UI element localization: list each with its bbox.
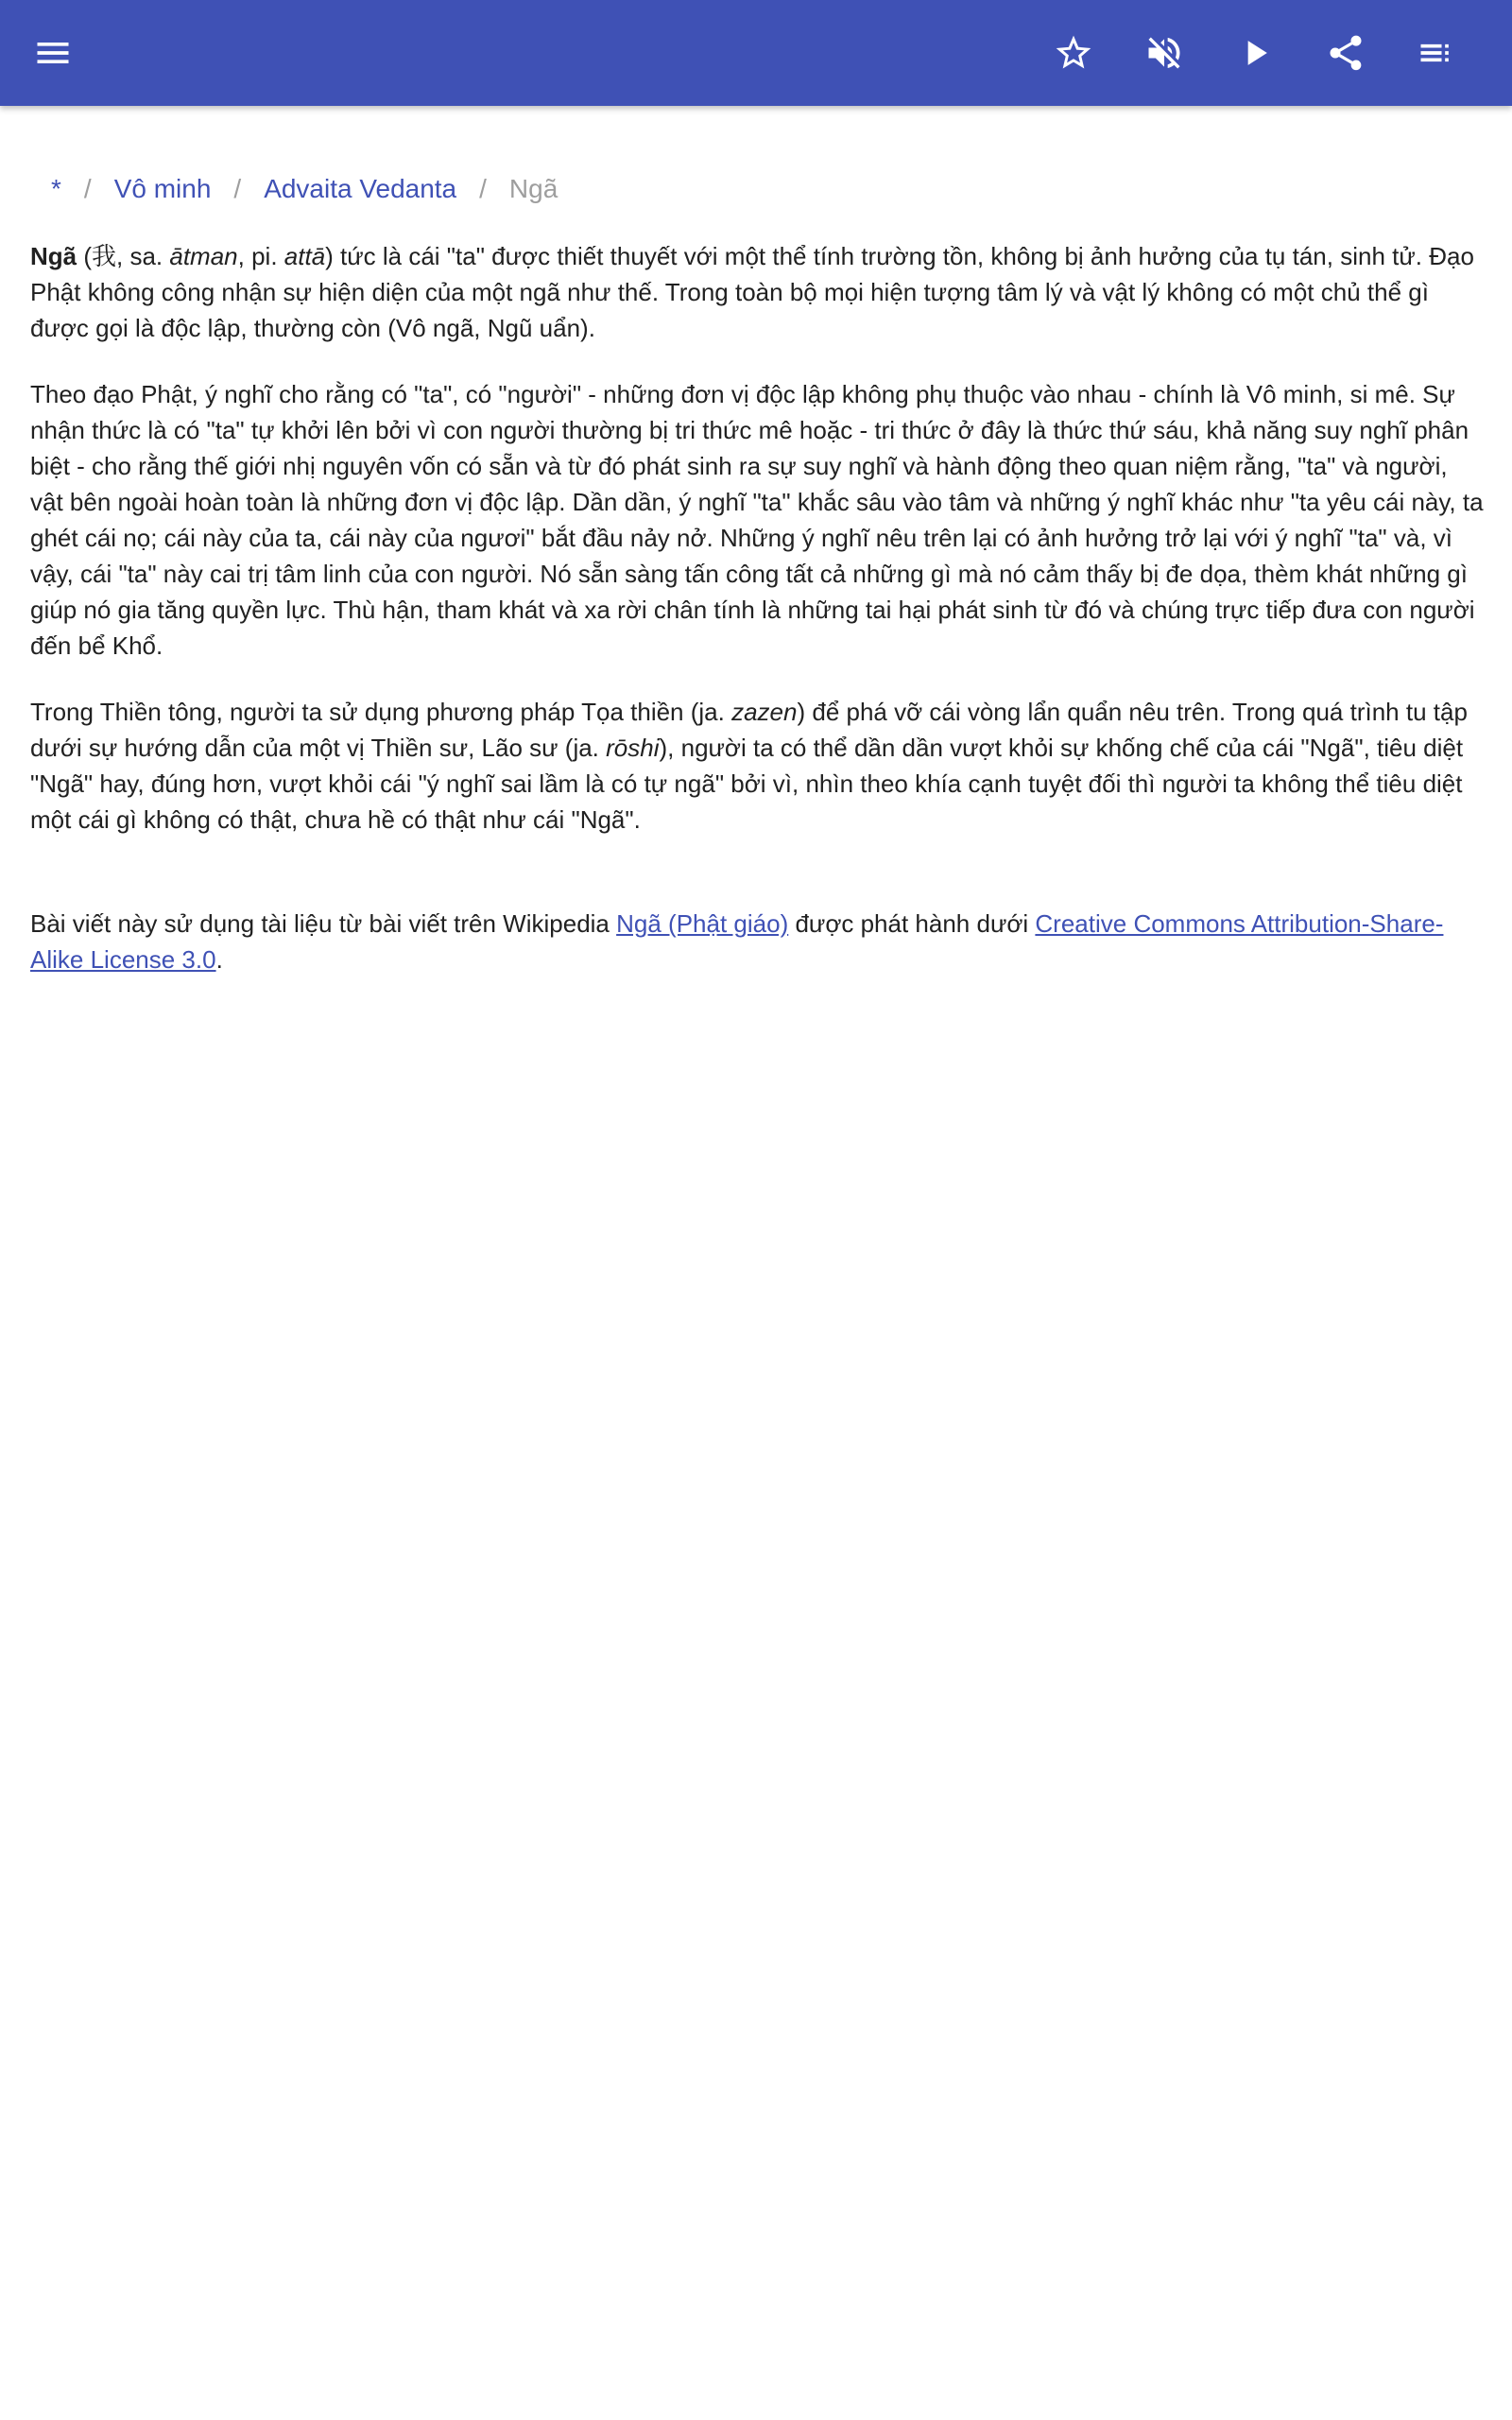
favorite-button[interactable] bbox=[1040, 19, 1108, 87]
text-span: ), người ta có thể dần dần vượt khỏi sự khống chế của cái "Ngã", tiêu diệt "Ngã" hay, đúng hơn, vượt khỏi cái "ý nghĩ sai lầm là có tự ngã" bởi vì, nhìn theo khía cạnh tuyệt đối thì người ta không thể tiêu diệt một cái gì không có thật, chưa hề có thật như cái "Ngã". bbox=[30, 734, 1464, 834]
term-bold: Ngã bbox=[30, 242, 77, 270]
text-span: . bbox=[215, 945, 223, 974]
share-button[interactable] bbox=[1312, 19, 1380, 87]
breadcrumb-separator: / bbox=[233, 174, 242, 203]
app-bar bbox=[0, 0, 1512, 106]
mute-button[interactable] bbox=[1130, 19, 1198, 87]
text-span: (我, sa. bbox=[77, 242, 170, 270]
text-span: Bài viết này sử dụng tài liệu từ bài viết trên Wikipedia bbox=[30, 909, 617, 938]
paragraph-definition bbox=[30, 238, 1484, 346]
table-of-contents-button[interactable] bbox=[1402, 19, 1470, 87]
share-icon bbox=[1325, 32, 1366, 74]
breadcrumb-item-advaita-vedanta[interactable]: Advaita Vedanta bbox=[264, 174, 457, 203]
text-span: , pi. bbox=[237, 242, 284, 270]
license-notice bbox=[30, 906, 1484, 977]
text-span: ) để phá vỡ cái vòng lẩn quẩn nêu trên. Trong quá trình tu tập dưới sự hướng dẫn của một vị Thiền sư, Lão sư (ja. bbox=[30, 698, 1468, 762]
page-content bbox=[30, 106, 1484, 1008]
playlist-icon bbox=[1416, 32, 1457, 74]
breadcrumb-separator: / bbox=[83, 174, 92, 203]
volume-off-icon bbox=[1143, 32, 1185, 74]
text-span: ) tức là cái "ta" được thiết thuyết với một thể tính trường tồn, không bị ảnh hưởng của tụ tán, sinh tử. Đạo Phật không công nhận sự hiện diện của một ngã như thế. Trong toàn bộ mọi hiện tượng tâm lý và vật lý không có một chủ thể gì được gọi là độc lập, thường còn (Vô ngã, Ngũ uẩn). bbox=[30, 242, 1474, 342]
text-span: được phát hành dưới bbox=[788, 909, 1036, 938]
text-span: Trong Thiền tông, người ta sử dụng phương pháp Tọa thiền (ja. bbox=[30, 698, 732, 726]
article-body bbox=[30, 238, 1484, 977]
breadcrumb-item-home[interactable]: * bbox=[51, 174, 61, 203]
breadcrumb-item-vo-minh[interactable]: Vô minh bbox=[113, 174, 212, 203]
italic-term: zazen bbox=[731, 698, 798, 726]
menu-icon bbox=[32, 32, 74, 74]
star-icon bbox=[1053, 32, 1094, 74]
breadcrumb-separator: / bbox=[479, 174, 487, 203]
breadcrumb-current: Ngã bbox=[508, 174, 558, 203]
spacer bbox=[30, 868, 1484, 906]
license-link[interactable]: Creative Commons Attribution-Share-Alike License 3.0 bbox=[30, 909, 1444, 974]
breadcrumb bbox=[30, 168, 1484, 210]
play-icon bbox=[1234, 32, 1276, 74]
italic-term: attā bbox=[284, 242, 326, 270]
italic-term: rōshi bbox=[606, 734, 660, 762]
italic-term: ātman bbox=[169, 242, 238, 270]
paragraph-buddhist-view: Theo đạo Phật, ý nghĩ cho rằng có "ta", có "người" - những đơn vị độc lập không phụ thuộc vào nhau - chính là Vô minh, si mê. Sự nhận thức là có "ta" tự khởi lên bởi vì con người thường bị tri thức mê hoặc - tri thức ở đây là thức thứ sáu, khả năng suy nghĩ phân biệt - cho rằng thế giới nhị nguyên vốn có sẵn và từ đó phát sinh ra sự suy nghĩ và hành động theo quan niệm rằng, "ta" và người, vật bên ngoài hoàn toàn là những đơn vị độc lập. Dần dần, ý nghĩ "ta" khắc sâu vào tâm và những ý nghĩ khác như "ta yêu cái này, ta ghét cái nọ; cái này của ta, cái này của ngươi" bắt đầu nảy nở. Những ý nghĩ nêu trên lại có ảnh hưởng trở lại với ý nghĩ "ta" và, vì vậy, cái "ta" này cai trị tâm linh của con người. Nó sẵn sàng tấn công tất cả những gì mà nó cảm thấy bị đe dọa, thèm khát những gì giúp nó gia tăng quyền lực. Thù hận, tham khát và xa rời chân tính là những tai hại phát sinh từ đó và chúng trực tiếp đưa con người đến bể Khổ. bbox=[30, 380, 1484, 660]
menu-button[interactable] bbox=[19, 19, 87, 87]
play-button[interactable] bbox=[1221, 19, 1289, 87]
wikipedia-article-link[interactable]: Ngã (Phật giáo) bbox=[616, 909, 789, 938]
paragraph-zen bbox=[30, 694, 1484, 838]
